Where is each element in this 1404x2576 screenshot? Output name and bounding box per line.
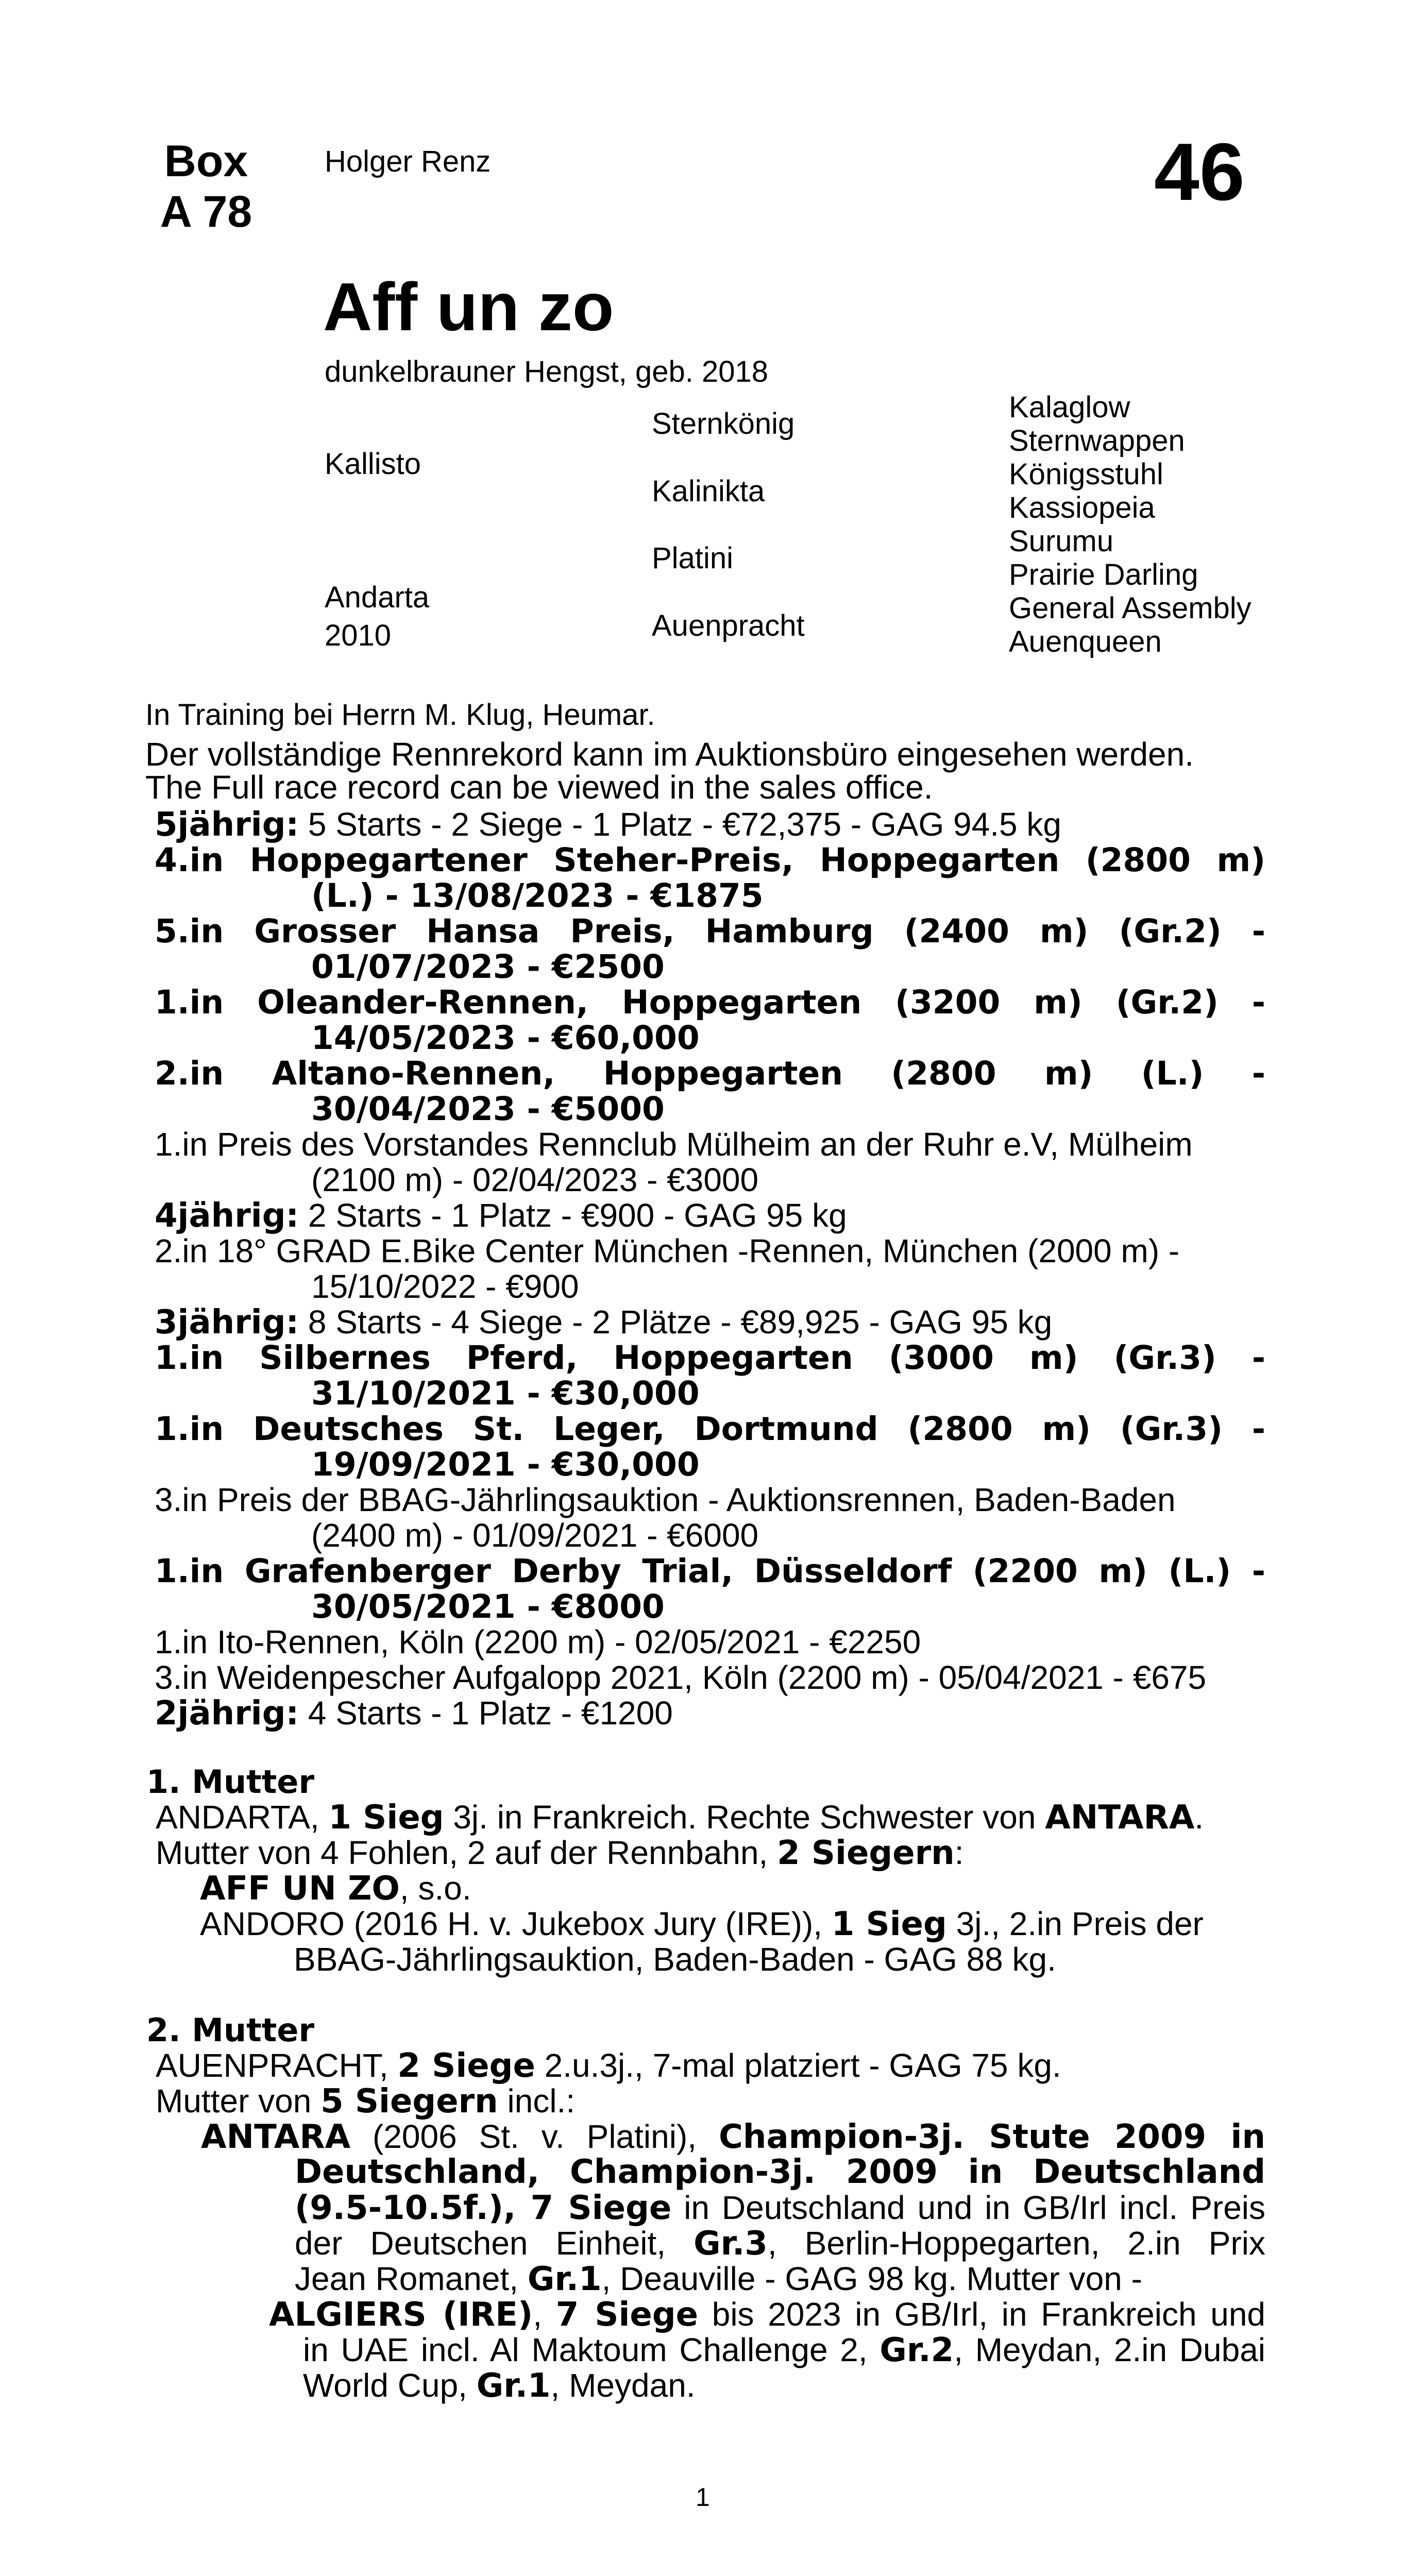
race-result: 4.in Hoppegartener Steher-Preis, Hoppegarten (2800 m)	[155, 841, 1265, 879]
text: Mutter von	[156, 2082, 321, 2120]
race-result-cont: 14/05/2023 - €60,000	[311, 1019, 700, 1057]
year-stats: 4 Starts - 1 Platz - €1200	[299, 1694, 673, 1732]
year-summary	[155, 1304, 1265, 1340]
mutter1-heading: 1. Mutter	[146, 1763, 315, 1801]
year-label: 5jährig:	[155, 806, 299, 844]
pedigree-ggp: Auenqueen	[1009, 625, 1162, 658]
mutter-section	[145, 1764, 1265, 2403]
race-result-cont: 15/10/2022 - €900	[311, 1268, 579, 1305]
text: 1 Sieg	[831, 1905, 947, 1943]
text: ANDORO (2016 H. v. Jukebox Jury (IRE)),	[200, 1905, 832, 1942]
mutter1-entry2-cont: BBAG-Jährlingsauktion, Baden-Baden - GAG 88 kg.	[294, 1941, 1056, 1978]
antara-line	[145, 2261, 1265, 2297]
year-label: 4jährig:	[155, 1197, 299, 1235]
text: 2 Siege	[397, 2047, 535, 2085]
text: ANTARA	[201, 2118, 351, 2156]
pedigree-ggp: Prairie Darling	[1009, 558, 1198, 591]
race-result-cont: (2400 m) - 01/09/2021 - €6000	[311, 1517, 759, 1554]
pedigree-ggp: General Assembly	[1009, 591, 1251, 625]
algiers-line	[145, 2368, 1265, 2403]
text: ANDARTA,	[156, 1799, 329, 1836]
mutter1-foals	[145, 1835, 1265, 1871]
text: Jean Romanet,	[295, 2260, 528, 2297]
race-result: 1.in Oleander-Rennen, Hoppegarten (3200 m) (Gr.2) -	[155, 984, 1265, 1021]
mutter1-intro	[145, 1800, 1265, 1835]
lot-number: 46	[1154, 127, 1245, 217]
algiers-line	[145, 2297, 1265, 2332]
race-result: 1.in Grafenberger Derby Trial, Düsseldorf (2200 m) (L.) -	[155, 1552, 1265, 1590]
text: .	[1194, 1799, 1204, 1836]
year-label: 3jährig:	[155, 1303, 299, 1342]
pedigree-dam-sire: Platini	[652, 541, 733, 575]
text: 2 Siegern	[777, 1834, 955, 1872]
mutter1-entry1	[145, 1871, 1265, 1906]
record-note-line: Der vollständige Rennrekord kann im Auktionsbüro eingesehen werden.	[145, 736, 1194, 773]
race-result-cont: 30/04/2023 - €5000	[311, 1090, 665, 1128]
pedigree-dam-dam: Auenpracht	[652, 609, 805, 642]
text: , Meydan, 2.in Dubai	[954, 2331, 1266, 2368]
year-stats: 5 Starts - 2 Siege - 1 Platz - €72,375 - GAG 94.5 kg	[299, 806, 1061, 843]
pedigree-sire-sire: Sternkönig	[652, 407, 795, 440]
pedigree-ggp: Kalaglow	[1009, 391, 1130, 424]
pedigree-dam-year: 2010	[325, 619, 392, 652]
antara-line	[145, 2119, 1265, 2155]
pedigree-sire-dam: Kalinikta	[652, 474, 765, 508]
year-stats: 2 Starts - 1 Platz - €900 - GAG 95 kg	[299, 1197, 847, 1234]
year-stats: 8 Starts - 4 Siege - 2 Plätze - €89,925 - GAG 95 kg	[299, 1303, 1053, 1341]
training-info: In Training bei Herrn M. Klug, Heumar.	[145, 698, 655, 732]
mutter2-intro	[145, 2048, 1265, 2083]
text: (9.5-10.5f.), 7 Siege	[295, 2189, 672, 2227]
text: in UAE incl. Al Maktoum Challenge 2,	[303, 2331, 880, 2368]
text: 1 Sieg	[328, 1799, 444, 1837]
text: Champion-3j. Stute 2009 in	[718, 2118, 1266, 2156]
race-result: 1.in Silbernes Pferd, Hoppegarten (3000 m) (Gr.3) -	[155, 1339, 1265, 1377]
text: bis 2023 in GB/Irl, in Frankreich und	[698, 2296, 1265, 2333]
text: Gr.1	[527, 2260, 602, 2298]
pedigree-ggp: Kassiopeia	[1009, 491, 1155, 524]
text: , Berlin-Hoppegarten, 2.in Prix	[767, 2225, 1265, 2262]
record-note-line: The Full race record can be viewed in the sales office.	[145, 769, 933, 806]
text: ANTARA	[1045, 1799, 1195, 1837]
horse-description: dunkelbrauner Hengst, geb. 2018	[325, 355, 768, 388]
race-result: 1.in Ito-Rennen, Köln (2200 m) - 02/05/2021 - €2250	[155, 1623, 921, 1660]
text: ALGIERS (IRE)	[269, 2296, 533, 2334]
race-result: 3.in Weidenpescher Aufgalopp 2021, Köln (2200 m) - 05/04/2021 - €675	[155, 1659, 1207, 1696]
antara-line	[145, 2190, 1265, 2226]
race-result-cont: (2100 m) - 02/04/2023 - €3000	[311, 1161, 759, 1198]
race-result: 3.in Preis der BBAG-Jährlingsauktion - Auktionsrennen, Baden-Baden	[155, 1481, 1176, 1518]
page-number: 1	[696, 2483, 710, 2512]
race-result: 1.in Deutsches St. Leger, Dortmund (2800 m) (Gr.3) -	[155, 1410, 1265, 1448]
race-result: 5.in Grosser Hansa Preis, Hamburg (2400 m) (Gr.2) -	[155, 912, 1265, 950]
text: AFF UN ZO	[200, 1870, 400, 1908]
mutter1-entry2	[145, 1906, 1265, 1942]
race-result-cont: (L.) - 13/08/2023 - €1875	[311, 877, 764, 914]
race-result-cont: 30/05/2021 - €8000	[311, 1588, 665, 1625]
horse-name: Aff un zo	[323, 269, 614, 345]
pedigree-ggp: Königsstuhl	[1009, 457, 1163, 491]
mutter2-heading: 2. Mutter	[146, 2011, 315, 2049]
race-result: 1.in Preis des Vorstandes Rennclub Mülheim an der Ruhr e.V, Mülheim	[155, 1126, 1193, 1163]
text: , Meydan.	[550, 2367, 696, 2404]
text: :	[954, 1834, 964, 1871]
text: Gr.1	[476, 2367, 551, 2405]
race-result-cont: 19/09/2021 - €30,000	[311, 1446, 700, 1483]
text: (2006 St. v. Platini),	[350, 2118, 719, 2155]
owner-name: Holger Renz	[325, 145, 491, 178]
year-summary	[155, 1696, 1265, 1731]
text: Gr.2	[879, 2331, 954, 2369]
pedigree-dam: Andarta	[325, 581, 430, 614]
pedigree-sire: Kallisto	[325, 447, 421, 481]
mutter2-foals	[145, 2083, 1265, 2119]
box-label	[139, 139, 273, 234]
text: der Deutschen Einheit,	[295, 2225, 694, 2262]
text: Mutter von 4 Fohlen, 2 auf der Rennbahn,	[156, 1834, 777, 1871]
text: World Cup,	[303, 2367, 477, 2404]
race-result: 2.in Altano-Rennen, Hoppegarten (2800 m) (L.) -	[155, 1055, 1265, 1092]
pedigree-ggp: Surumu	[1009, 524, 1114, 558]
text: ,	[533, 2296, 556, 2333]
text: AUENPRACHT,	[156, 2047, 398, 2084]
race-result: 2.in 18° GRAD E.Bike Center München -Rennen, München (2000 m) -	[155, 1232, 1180, 1269]
record-note	[145, 738, 1194, 804]
antara-line: Deutschland, Champion-3j. 2009 in Deutschland	[295, 2153, 1265, 2191]
race-record	[155, 807, 1265, 1731]
pedigree-ggp: Sternwappen	[1009, 424, 1185, 457]
box-number: A 78	[160, 187, 252, 236]
year-label: 2jährig:	[155, 1694, 299, 1733]
text: 3j. in Frankreich. Rechte Schwester von	[444, 1799, 1045, 1836]
antara-line	[145, 2226, 1265, 2261]
text: 5 Siegern	[320, 2082, 498, 2121]
text: Gr.3	[693, 2225, 768, 2263]
text: , Deauville - GAG 98 kg. Mutter von -	[601, 2260, 1142, 2297]
text: 3j., 2.in Preis der	[946, 1905, 1204, 1942]
year-summary	[155, 807, 1265, 842]
text: , s.o.	[399, 1870, 471, 1907]
text: 7 Siege	[555, 2296, 699, 2334]
algiers-line	[145, 2332, 1265, 2368]
race-result-cont: 01/07/2023 - €2500	[311, 948, 665, 986]
box-word: Box	[164, 137, 248, 186]
year-summary	[155, 1198, 1265, 1233]
race-result-cont: 31/10/2021 - €30,000	[311, 1375, 700, 1412]
text: in Deutschland und in GB/Irl incl. Preis	[671, 2189, 1266, 2226]
text: 2.u.3j., 7-mal platziert - GAG 75 kg.	[535, 2047, 1061, 2084]
text: incl.:	[498, 2082, 576, 2120]
